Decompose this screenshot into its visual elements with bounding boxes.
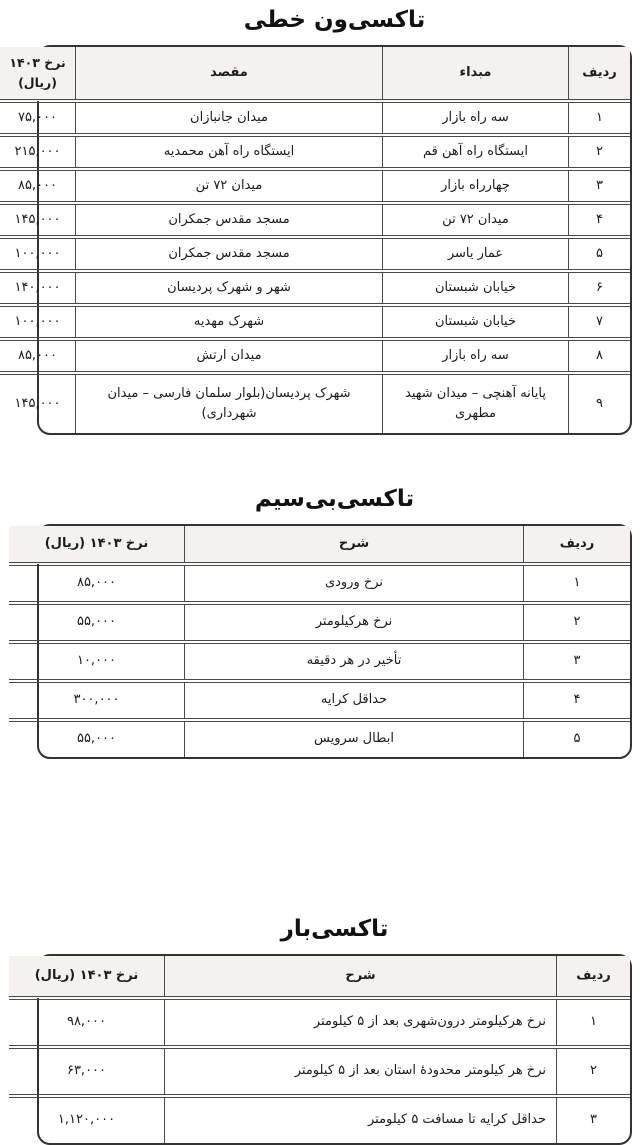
cell-fare: ۱۴۵,۰۰۰ [0,203,76,237]
cell-fare: ۱۰,۰۰۰ [9,642,185,681]
cell-fare: ۸۵,۰۰۰ [9,564,185,603]
cell-fare: ۱۴۰,۰۰۰ [0,271,76,305]
cell-fare: ۶۳,۰۰۰ [9,1047,165,1096]
van-line-taxi-title: تاکسی‌ون خطی [243,7,426,33]
cell-fare: ۳۰۰,۰۰۰ [9,681,185,720]
cell-num: ۴ [569,203,631,237]
table-row [9,998,630,1047]
section-van-line-taxi [9,0,640,435]
cell-fare: ۱۰۰,۰۰۰ [0,305,76,339]
column-header-origin: مبداء [383,47,569,101]
cell-num: ۱ [524,564,631,603]
table-row [0,135,630,169]
cell-destination: شهرک مهدیه [76,305,383,339]
cell-num: ۴ [524,681,631,720]
column-header-destination: مقصد [76,47,383,101]
column-header-row-number: ردیف [569,47,631,101]
wireless-taxi-table-body [9,564,630,757]
table-row [0,339,630,373]
cell-origin: خیابان شبستان [383,271,569,305]
table-row [0,203,630,237]
section-wireless-taxi [29,485,640,759]
column-header-row-number: ردیف [557,956,631,998]
column-header-row-number: ردیف [524,526,631,564]
cargo-taxi-table-frame [34,954,632,1145]
cell-fare: ۲۱۵,۰۰۰ [0,135,76,169]
cell-fare: ۷۵,۰۰۰ [0,101,76,135]
cell-description: ابطال سرویس [185,720,524,757]
cell-destination: میدان ارتش [76,339,383,373]
cell-num: ۳ [557,1096,631,1143]
column-header-fare: نرخ ۱۴۰۳ (ریال) [9,956,165,998]
table-row [9,1096,630,1143]
cell-fare: ۱,۱۲۰,۰۰۰ [57,1112,116,1128]
table-row [9,681,630,720]
cell-fare: ۵۵,۰۰۰ [9,603,185,642]
cell-num: ۹ [569,373,631,433]
cell-origin: چهارراه بازار [383,169,569,203]
cell-description: نرخ هرکیلومتر [185,603,524,642]
table-row [0,237,630,271]
cell-num: ۷ [569,305,631,339]
cell-fare: ۵۵,۰۰۰ [76,731,117,747]
cell-num: ۲ [569,135,631,169]
cell-origin: خیابان شبستان [383,305,569,339]
column-header-description: شرح [185,526,524,564]
cell-fare: ۹۸,۰۰۰ [9,998,165,1047]
van-line-taxi-table-frame [9,45,632,435]
cargo-taxi-table-body [9,998,630,1143]
cell-origin: سه راه بازار [383,339,569,373]
table-row [9,642,630,681]
wireless-taxi-table-frame [37,524,632,759]
cell-num: ۲ [524,603,631,642]
tariff-document [9,0,640,1128]
cell-description: نرخ هرکیلومتر درون‌شهری بعد از ۵ کیلومتر [165,998,557,1047]
column-header-fare: نرخ ۱۴۰۳ (ریال) [0,47,76,101]
cell-description: نرخ هر کیلومتر محدودهٔ استان بعد از ۵ کیلومتر [165,1047,557,1096]
van-line-taxi-table-header [0,47,630,101]
column-header-fare: نرخ ۱۴۰۳ (ریال) [9,526,185,564]
van-line-taxi-table-body [0,101,630,433]
table-row [0,169,630,203]
cell-num: ۱ [569,101,631,135]
cell-description: حداقل کرایه [185,681,524,720]
wireless-taxi-table [9,526,630,757]
cell-origin: میدان ۷۲ تن [383,203,569,237]
table-row [9,564,630,603]
cell-num: ۸ [569,339,631,373]
wireless-taxi-table-header [9,526,630,564]
cell-destination: میدان ۷۲ تن [76,169,383,203]
cell-origin: پایانه آهنچی – میدان شهید مطهری [383,373,569,433]
cell-destination: ایستگاه راه آهن محمدیه [76,135,383,169]
cell-num: ۶ [569,271,631,305]
table-row [0,305,630,339]
cell-origin: سه راه بازار [383,101,569,135]
cell-destination: میدان جانبازان [76,101,383,135]
table-row [0,101,630,135]
cargo-taxi-title: تاکسی‌بار [280,915,389,942]
cargo-taxi-table [9,956,630,1143]
table-row [0,373,630,433]
table-row [9,720,630,757]
cell-fare: ۱۰۰,۰۰۰ [0,237,76,271]
cell-num: ۲ [557,1047,631,1096]
cell-fare: ۸۵,۰۰۰ [0,339,76,373]
table-row [9,1047,630,1096]
column-header-description: شرح [165,956,557,998]
cell-num: ۳ [524,642,631,681]
cell-fare: ۱۴۵,۰۰۰ [14,395,61,411]
cell-destination: شهر و شهرک پردیسان [76,271,383,305]
cell-num: ۵ [524,720,631,757]
cell-description: تأخیر در هر دقیقه [185,642,524,681]
cell-destination: مسجد مقدس جمکران [76,203,383,237]
cell-origin: عمار یاسر [383,237,569,271]
table-row [9,603,630,642]
cell-description: نرخ ورودی [185,564,524,603]
cell-num: ۵ [569,237,631,271]
section-cargo-taxi [29,915,640,1145]
cell-origin: ایستگاه راه آهن قم [383,135,569,169]
cell-description: حداقل کرایه تا مسافت ۵ کیلومتر [165,1096,557,1143]
wireless-taxi-title: تاکسی‌بی‌سیم [254,485,415,512]
van-line-taxi-table [0,47,630,433]
cell-destination: شهرک پردیسان(بلوار سلمان فارسی – میدان شهرداری) [76,373,383,433]
cell-num: ۳ [569,169,631,203]
table-row [0,271,630,305]
cargo-taxi-table-header [9,956,630,998]
cell-num: ۱ [557,998,631,1047]
cell-destination: مسجد مقدس جمکران [76,237,383,271]
cell-fare: ۸۵,۰۰۰ [0,169,76,203]
